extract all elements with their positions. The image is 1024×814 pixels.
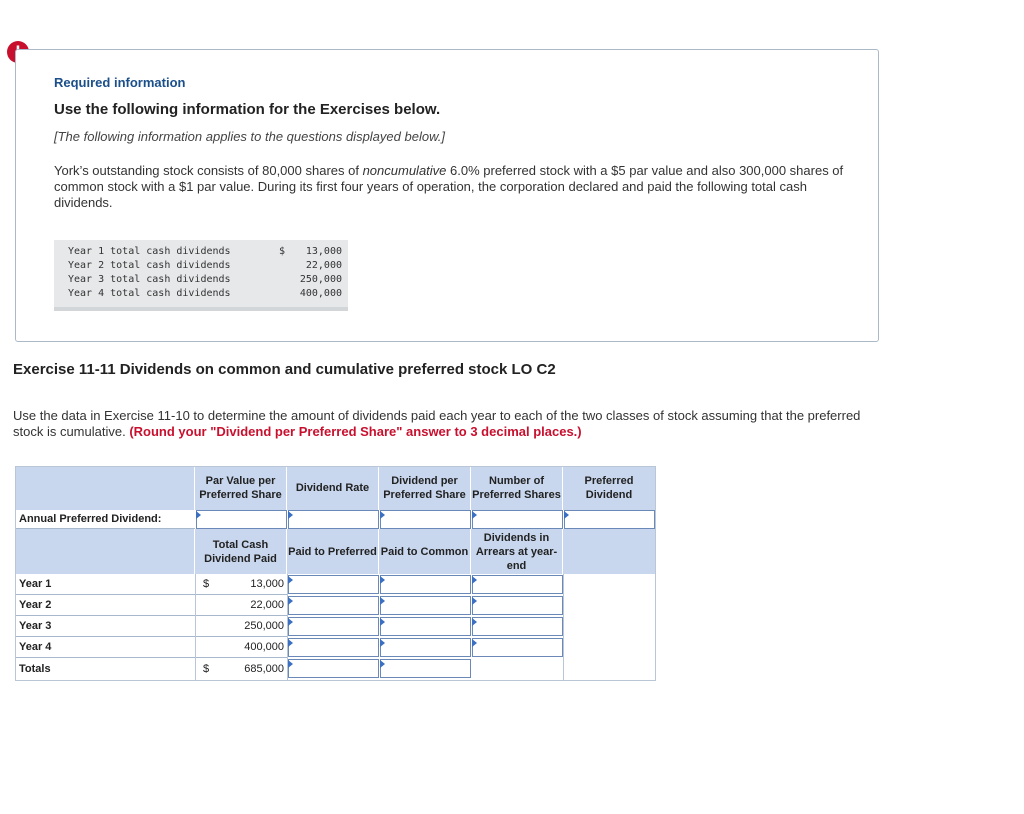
input-marker-icon bbox=[288, 576, 293, 584]
dividend-row: Year 1 total cash dividends $ 13,000 bbox=[68, 246, 342, 257]
grid-divider bbox=[563, 574, 564, 681]
paid-preferred-input[interactable] bbox=[288, 575, 379, 594]
col-paid-to-preferred: Paid to Preferred bbox=[287, 529, 379, 574]
totals-label: Totals bbox=[19, 663, 51, 675]
arrears-input[interactable] bbox=[472, 638, 563, 657]
input-marker-icon bbox=[472, 618, 477, 626]
year-row-label: Year 1 bbox=[15, 574, 195, 595]
paid-common-input[interactable] bbox=[380, 617, 471, 636]
total-cash-value: 22,000 bbox=[195, 595, 287, 616]
dividend-row: Year 3 total cash dividends 250,000 bbox=[68, 274, 342, 285]
col-number-shares: Number of Preferred Shares bbox=[471, 466, 563, 510]
cash-dividends-table bbox=[54, 240, 348, 311]
year-row-label: Year 4 bbox=[15, 637, 195, 658]
dividend-worksheet-table bbox=[15, 466, 656, 681]
total-cash-value: 400,000 bbox=[195, 637, 287, 658]
col-dividends-in-arrears: Dividends in Arrears at year-end bbox=[471, 529, 563, 574]
input-marker-icon bbox=[380, 511, 385, 519]
input-marker-icon bbox=[288, 639, 293, 647]
exercise-heading: Exercise 11-11 Dividends on common and cumulative preferred stock LO C2 bbox=[13, 361, 556, 378]
total-cash-value: 250,000 bbox=[195, 616, 287, 637]
total-cash-value: $ 13,000 bbox=[195, 574, 287, 595]
col-par-value: Par Value per Preferred Share bbox=[195, 466, 287, 510]
input-marker-icon bbox=[196, 511, 201, 519]
paid-common-input[interactable] bbox=[380, 596, 471, 615]
total-cash-sum: $ 685,000 bbox=[203, 663, 284, 675]
grid-divider bbox=[195, 574, 196, 681]
input-marker-icon bbox=[380, 576, 385, 584]
input-marker-icon bbox=[472, 639, 477, 647]
dividend-per-share-input[interactable] bbox=[380, 510, 471, 529]
col-preferred-dividend: Preferred Dividend bbox=[563, 466, 656, 510]
col-paid-to-common: Paid to Common bbox=[379, 529, 471, 574]
arrears-input[interactable] bbox=[472, 617, 563, 636]
number-shares-input[interactable] bbox=[472, 510, 563, 529]
exercise-instructions: Use the data in Exercise 11-10 to determine the amount of dividends paid each year to each of the two classes of stock assuming that the preferred stock is cumulative. (Round your "Dividend per Preferred Share" answer to 3 decimal places.) bbox=[13, 408, 861, 439]
input-marker-icon bbox=[472, 511, 477, 519]
paid-common-input[interactable] bbox=[380, 638, 471, 657]
input-marker-icon bbox=[288, 511, 293, 519]
paid-common-input[interactable] bbox=[380, 575, 471, 594]
input-marker-icon bbox=[288, 597, 293, 605]
use-following-heading: Use the following information for the Exercises below. bbox=[54, 101, 441, 118]
col-total-cash-paid: Total Cash Dividend Paid bbox=[195, 529, 287, 574]
dividend-rate-input[interactable] bbox=[288, 510, 379, 529]
year-row-label: Year 3 bbox=[15, 616, 195, 637]
york-description: York’s outstanding stock consists of 80,000 shares of noncumulative 6.0% preferred stock with a $5 par value and also 300,000 shares of common stock with a $1 par value. During its first four years of operation, the corporation declared and paid the following total cash dividends. bbox=[54, 163, 844, 210]
annual-preferred-dividend-label: Annual Preferred Dividend: bbox=[15, 510, 195, 529]
input-marker-icon bbox=[472, 597, 477, 605]
applies-note: [The following information applies to the questions displayed below.] bbox=[54, 129, 445, 144]
input-marker-icon bbox=[564, 511, 569, 519]
arrears-input[interactable] bbox=[472, 575, 563, 594]
paid-preferred-input[interactable] bbox=[288, 638, 379, 657]
required-information-panel bbox=[15, 49, 879, 342]
total-paid-preferred-input[interactable] bbox=[288, 659, 379, 678]
preferred-dividend-input[interactable] bbox=[564, 510, 655, 529]
input-marker-icon bbox=[380, 639, 385, 647]
input-marker-icon bbox=[380, 660, 385, 668]
required-information-title: Required information bbox=[54, 75, 186, 90]
input-marker-icon bbox=[288, 618, 293, 626]
year-row-label: Year 2 bbox=[15, 595, 195, 616]
input-marker-icon bbox=[288, 660, 293, 668]
par-value-input[interactable] bbox=[196, 510, 287, 529]
header-blank bbox=[15, 466, 195, 510]
arrears-input[interactable] bbox=[472, 596, 563, 615]
rounding-note: (Round your "Dividend per Preferred Share" answer to 3 decimal places.) bbox=[129, 424, 582, 439]
input-marker-icon bbox=[380, 597, 385, 605]
dividend-row: Year 4 total cash dividends 400,000 bbox=[68, 288, 342, 299]
header-blank bbox=[15, 529, 195, 574]
header-blank bbox=[563, 529, 656, 574]
dividend-row: Year 2 total cash dividends 22,000 bbox=[68, 260, 342, 271]
paid-preferred-input[interactable] bbox=[288, 617, 379, 636]
grid-divider bbox=[287, 574, 288, 681]
input-marker-icon bbox=[380, 618, 385, 626]
paid-preferred-input[interactable] bbox=[288, 596, 379, 615]
col-dividend-per-share: Dividend per Preferred Share bbox=[379, 466, 471, 510]
col-dividend-rate: Dividend Rate bbox=[287, 466, 379, 510]
input-marker-icon bbox=[472, 576, 477, 584]
total-paid-common-input[interactable] bbox=[380, 659, 471, 678]
